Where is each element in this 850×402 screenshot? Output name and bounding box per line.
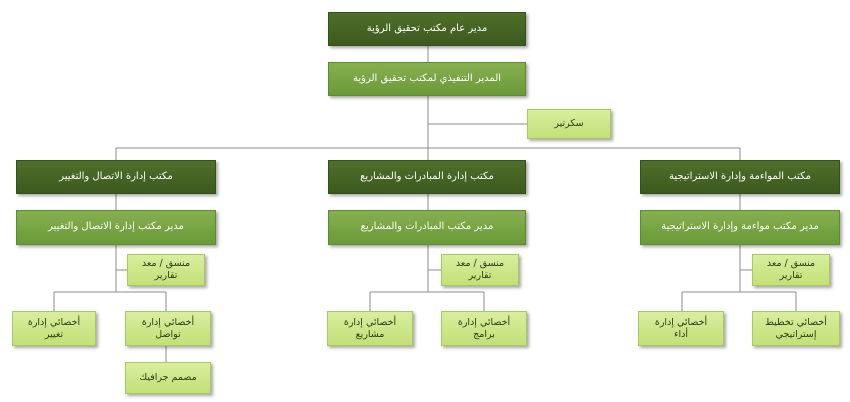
specialist-line-2: تواصل — [155, 328, 181, 340]
coordinator-line-2: تقارير — [779, 270, 803, 281]
specialist-line-2: برامج — [473, 328, 495, 340]
communication-specialist-box — [125, 311, 211, 346]
manager-label: مدير مكتب المبادرات والمشاريع — [360, 221, 494, 233]
initiatives-projects-office-box — [328, 160, 526, 194]
manager-label: مدير مكتب إدارة الاتصال والتغيير — [48, 221, 184, 233]
manager-label: مدير مكتب مواءمة وإدارة الاستراتيجية — [661, 221, 819, 233]
coordinator-line-1: منسق / معد — [766, 258, 816, 270]
office-label: مكتب إدارة الاتصال والتغيير — [59, 170, 173, 182]
performance-specialist-box — [638, 311, 724, 346]
center-coordinator-box — [441, 254, 519, 286]
left-coordinator-box — [127, 254, 205, 286]
secretary-label: سكرتير — [554, 118, 584, 130]
director-general-label: مدير عام مكتب تحقيق الرؤية — [366, 22, 488, 34]
specialist-line-1: أخصائي إدارة — [457, 316, 511, 328]
office-label: مكتب المواءمة وإدارة الاستراتيجية — [669, 170, 811, 182]
alignment-strategy-office-box — [640, 160, 840, 194]
graphic-designer-box — [125, 362, 211, 394]
alignment-strategy-manager-box — [640, 210, 840, 245]
office-label: مكتب إدارة المبادرات والمشاريع — [360, 170, 494, 182]
specialist-line-1: أخصائي إدارة — [654, 316, 708, 328]
specialist-line-2: إستراتيجي — [775, 328, 817, 340]
designer-label: مصمم جرافيك — [139, 372, 197, 384]
change-specialist-box — [12, 311, 96, 346]
specialist-line-2: أداء — [674, 328, 688, 340]
director-general-box — [328, 12, 526, 46]
executive-director-label: المدير التنفيذي لمكتب تحقيق الرؤية — [352, 72, 502, 84]
specialist-line-1: أخصائي تخطيط — [765, 316, 827, 328]
secretary-box — [527, 109, 611, 139]
programs-specialist-box — [441, 311, 527, 346]
initiatives-projects-manager-box — [328, 210, 526, 245]
specialist-line-2: تغيير — [44, 328, 64, 340]
coordinator-line-1: منسق / معد — [141, 258, 191, 270]
right-coordinator-box — [752, 254, 830, 286]
coordinator-line-1: منسق / معد — [455, 258, 505, 270]
coordinator-line-2: تقارير — [154, 270, 178, 281]
communication-change-manager-box — [16, 210, 216, 245]
strategic-planning-specialist-box — [752, 311, 840, 346]
executive-director-box — [328, 62, 526, 96]
communication-change-office-box — [16, 160, 216, 194]
specialist-line-1: أخصائي إدارة — [343, 316, 397, 328]
coordinator-line-2: تقارير — [468, 270, 492, 281]
projects-specialist-box — [327, 311, 413, 346]
specialist-line-1: أخصائي إدارة — [141, 316, 195, 328]
specialist-line-2: مشاريع — [355, 328, 385, 340]
specialist-line-1: أخصائي إدارة — [27, 316, 81, 328]
